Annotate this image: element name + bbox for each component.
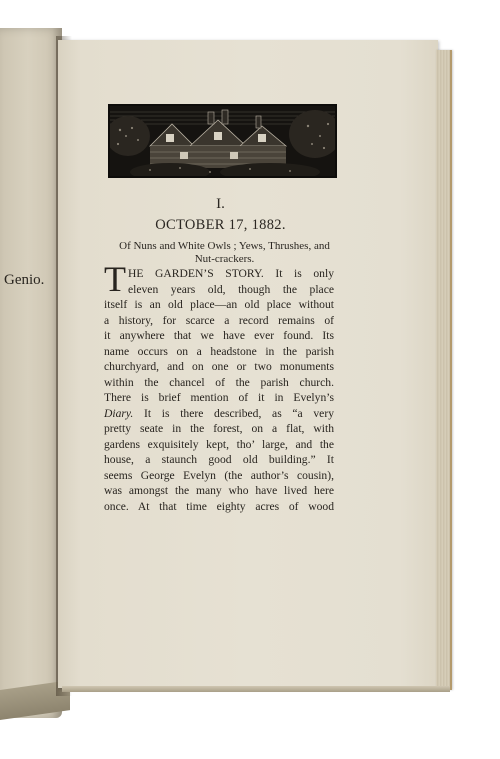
italic-title: Diary.: [104, 406, 134, 420]
body-line: gardens exquisitely kept, tho’ large, and the: [104, 437, 334, 451]
chapter-number: I.: [216, 196, 225, 212]
body-line: eleven years old, though the place: [128, 282, 334, 296]
body-text: [104, 297, 334, 514]
body-line: Diary. It is there described, as “a very: [104, 406, 334, 420]
body-line: seems George Evelyn (the author’s cousin),: [104, 468, 334, 482]
left-page-fragment: Genio.: [4, 272, 45, 288]
body-text-opening: [128, 266, 334, 297]
bottom-page-edges: [62, 686, 450, 692]
body-line: pretty seate in the forest, on a flat, with: [104, 422, 334, 435]
drop-cap: T: [104, 259, 126, 299]
body-line: it anywhere that we have ever found. Its: [104, 329, 334, 342]
body-line: a history, for scarce a record remains of: [104, 313, 334, 327]
body-line: once. At that time eighty acres of wood: [104, 499, 334, 513]
woodcut-house-image: [110, 106, 335, 176]
left-page: [0, 28, 62, 718]
chapter-date: OCTOBER 17, 1882.: [155, 217, 286, 233]
body-line: There is brief mention of it in Evelyn’s: [104, 391, 334, 404]
body-line: HE GARDEN’S STORY. It is only: [128, 267, 334, 280]
body-line: house, a staunch good old building.” It: [104, 453, 334, 466]
body-line: churchyard, and on one or two monuments: [104, 360, 334, 373]
body-line: was amongst the many who have lived here: [104, 484, 334, 497]
body-line: within the chancel of the parish church.: [104, 375, 334, 389]
woodcut-vignette: [108, 104, 337, 178]
body-line: name occurs on a headstone in the parish: [104, 344, 334, 358]
body-line: itself is an old place—an old place without: [104, 298, 334, 311]
page-edges: [436, 50, 452, 690]
chapter-summary: Of Nuns and White Owls ; Yews, Thrushes, and Nut-crackers.: [119, 240, 330, 265]
